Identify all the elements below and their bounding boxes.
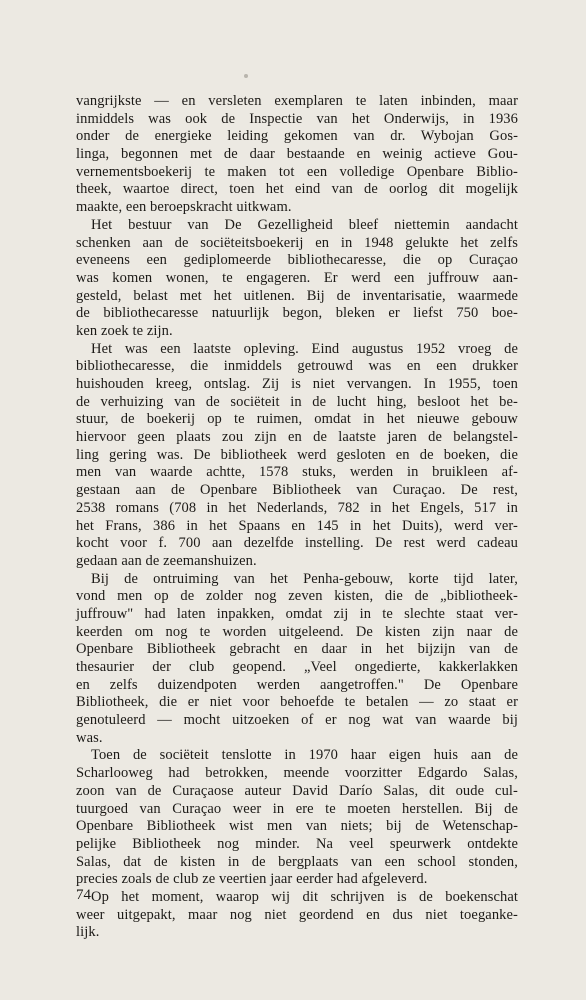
text-line: Het was een laatste opleving. Eind augustus 1952 vroeg de: [91, 340, 518, 357]
text-line: Het bestuur van De Gezelligheid bleef niettemin aandacht: [91, 216, 518, 233]
text-line: precies zoals de club ze veertien jaar eerder had afgeleverd.: [76, 871, 428, 888]
text-line: de verhuizing van de sociëteit in de lucht hing, besloot het be-: [76, 393, 518, 410]
page-number: 74: [76, 887, 91, 903]
text-line: was.: [76, 729, 103, 746]
text-line: gestaan aan de Openbare Bibliotheek van Curaçao. De rest,: [76, 482, 518, 499]
body-text: [76, 93, 518, 942]
text-line: vangrijkste — en versleten exemplaren te laten inbinden, maar: [76, 93, 518, 109]
text-line: Toen de sociëteit tenslotte in 1970 haar eigen huis aan de: [91, 747, 518, 764]
text-line: bibliothecaresse, die inmiddels getrouwd was en een drukker: [76, 358, 518, 375]
paragraph: [76, 747, 518, 889]
text-line: de bibliothecaresse natuurlijk begon, bleken er liefst 750 boe-: [76, 305, 518, 322]
text-line: weer uitgepakt, maar nog niet geordend en dus niet toeganke-: [76, 906, 518, 923]
text-line: was komen wonen, te engageren. Er werd een juffrouw aan-: [76, 269, 518, 286]
text-line: onder de energieke leiding gekomen van dr. Wybojan Gos-: [76, 128, 518, 145]
text-line: zoon van de Curaçaose auteur David Darío Salas, dit oude cul-: [76, 782, 518, 799]
paragraph: [76, 889, 518, 942]
text-line: maakte, een beroepskracht uitkwam.: [76, 199, 292, 216]
text-line: huishouden kreeg, ontslag. Zij is niet vervangen. In 1955, toen: [76, 376, 518, 392]
text-line: kocht voor f. 700 aan dezelfde instelling. De rest werd cadeau: [76, 535, 518, 552]
text-line: vond men op de zolder nog zeven kisten, die de „bibliotheek-: [76, 588, 518, 605]
text-line: vernementsboekerij te maken tot een volledige Openbare Biblio-: [76, 163, 518, 180]
text-line: juffrouw" had laten inpakken, omdat zij in te slechte staat ver-: [76, 605, 518, 622]
text-line: eveneens een gediplomeerde bibliothecaresse, die op Curaçao: [76, 252, 518, 269]
text-line: linga, begonnen met de daar bestaande en weinig actieve Gou-: [76, 146, 518, 163]
text-line: Bij de ontruiming van het Penha-gebouw, korte tijd later,: [91, 570, 518, 587]
text-line: inmiddels was ook de Inspectie van het Onderwijs, in 1936: [76, 110, 518, 127]
text-line: Openbare Bibliotheek wist men van niets; bij de Wetenschap-: [76, 818, 518, 835]
text-line: ling gering was. De bibliotheek werd gesloten en de boeken, die: [76, 446, 518, 463]
text-line: theek, waartoe direct, toen het eind van de oorlog dit mogelijk: [76, 181, 518, 198]
text-line: gesteld, belast met het uitlenen. Bij de inventarisatie, waarmede: [76, 287, 518, 304]
paper-speck: [244, 74, 248, 78]
text-line: thesaurier der club geopend. „Veel ongedierte, kakkerlakken: [76, 659, 518, 675]
paragraph: [76, 217, 518, 341]
text-line: pelijke Bibliotheek nog minder. Na veel speurwerk ontdekte: [76, 835, 518, 852]
paragraph: [76, 93, 518, 217]
text-line: men van waarde achtte, 1578 stuks, werden in bruikleen af-: [76, 464, 518, 481]
text-line: Openbare Bibliotheek gebracht en daar in het bijzijn van de: [76, 641, 518, 658]
text-line: tuurgoed van Curaçao weer in ere te moeten herstellen. Bij de: [76, 800, 518, 817]
text-line: ken zoek te zijn.: [76, 322, 173, 339]
text-line: hiervoor geen plaats zou zijn en de laatste jaren de belangstel-: [76, 429, 518, 446]
text-line: Scharlooweg had betrokken, meende voorzitter Edgardo Salas,: [76, 765, 518, 782]
text-line: genotuleerd — mocht uitzoeken of er nog wat van waarde bij: [76, 712, 518, 729]
text-line: stuur, de boekerij op te ruimen, omdat in het nieuwe gebouw: [76, 411, 518, 428]
paragraph: [76, 571, 518, 748]
text-line: het Frans, 386 in het Spaans en 145 in het Duits), werd ver-: [76, 517, 518, 534]
text-line: keerden om nog te worden uitgeleend. De kisten zijn naar de: [76, 623, 518, 640]
text-line: 2538 romans (708 in het Nederlands, 782 in het Engels, 517 in: [76, 499, 518, 516]
text-line: gedaan aan de zeemanshuizen.: [76, 552, 257, 569]
text-line: Bibliotheek, die er niet voor behoefde te betalen — zo staat er: [76, 694, 518, 711]
text-line: schenken aan de sociëteitsboekerij en in 1948 gelukte het zelfs: [76, 234, 518, 251]
text-line: lijk.: [76, 924, 100, 941]
paragraph: [76, 341, 518, 571]
text-line: Salas, dat de kisten in de bergplaats van een school stonden,: [76, 853, 518, 870]
text-line: Op het moment, waarop wij dit schrijven is de boekenschat: [91, 888, 518, 905]
text-line: en zelfs duizendpoten werden aangetroffen." De Openbare: [76, 676, 518, 693]
